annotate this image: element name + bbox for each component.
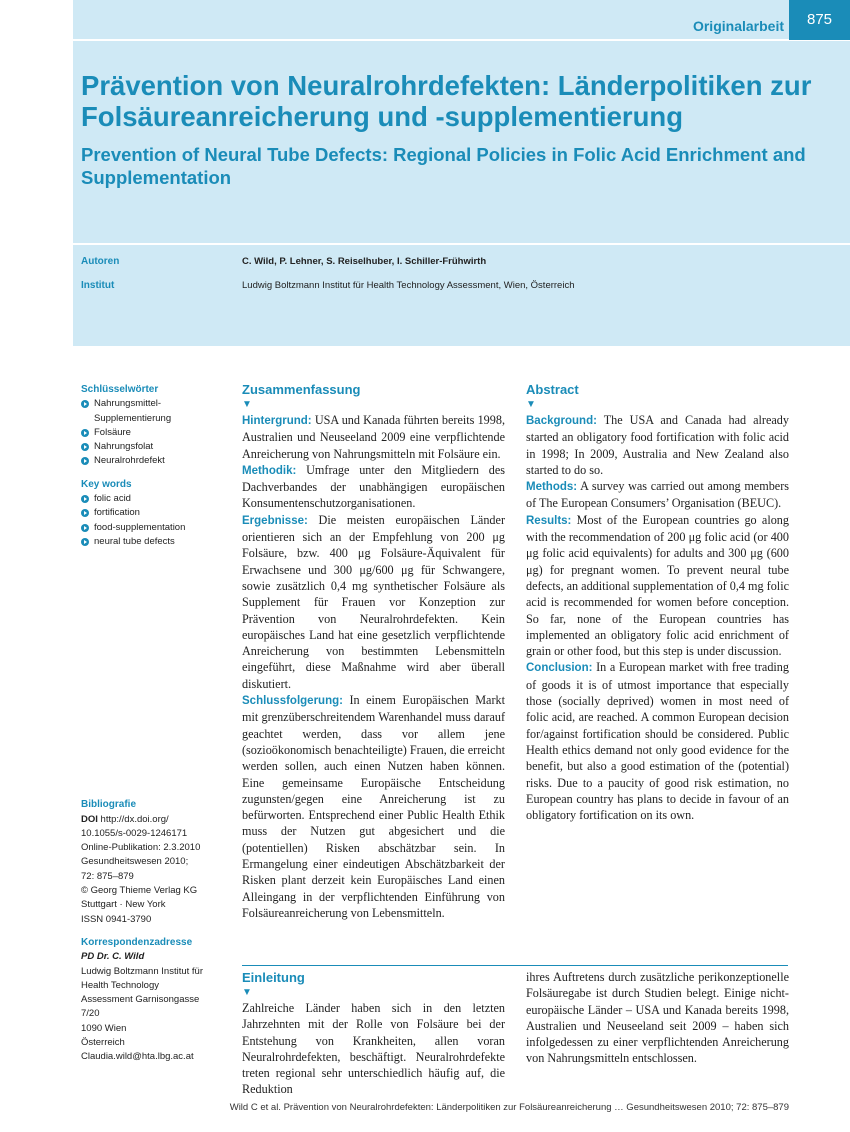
paragraph-einleitung: Zahlreiche Länder haben sich in den letzten Jahrzehnten mit der Rolle von Folsäure bei der Entstehung von Krankheiten, allen voran Neuralrohrdefekten, beschäftigt. Neuralrohrdefekte treten regional sehr unterschiedlich häufig auf, die Reduktion	[242, 1001, 505, 1097]
correspondence-name: PD Dr. C. Wild	[81, 951, 145, 963]
circle-arrow-icon	[81, 443, 89, 451]
abstract-heading: Abstract	[526, 382, 579, 397]
institute-label: Institut	[81, 280, 115, 291]
address-line: Österreich	[81, 1037, 125, 1049]
einleitung-column-1	[242, 969, 505, 1098]
institute: Ludwig Boltzmann Institut für Health Technology Assessment, Wien, Österreich	[242, 280, 575, 291]
keyword-item: folic acid	[81, 492, 231, 506]
circle-arrow-icon	[81, 400, 89, 408]
paragraph-hintergrund: Hintergrund: USA und Kanada führten bereits 1998, Australien und Neuseeland 2009 eine verpflichtende Anreicherung von Nahrungsmitteln mit Folsäure ein.	[242, 413, 506, 461]
keyword-item: Folsäure	[81, 426, 231, 440]
email-link[interactable]: Claudia.wild@hta.lbg.ac.at	[81, 1051, 194, 1063]
bibliography-line: 72: 875–879	[81, 870, 134, 882]
header-divider	[73, 39, 850, 41]
circle-arrow-icon	[81, 457, 89, 465]
header-divider	[73, 243, 850, 245]
circle-arrow-icon	[81, 509, 89, 517]
paragraph-einleitung-continued: ihres Auftretens durch zusätzliche perikonzeptionelle Folsäuregabe ist durch Studien belegt. Einige nicht-europäische Länder – USA und Kanada bereits 1998, Australien und Neuseeland seit 2009 – haben sich infolgedessen zu einer verpflichtenden Anreicherung von Nahrungsmitteln entschlossen.	[526, 970, 789, 1066]
keywords-de-heading: Schlüsselwörter	[81, 384, 159, 395]
zusammenfassung-column	[242, 381, 505, 921]
paragraph-methods: Methods: A survey was carried out among members of The European Consumers’ Organisation (BEUC).	[526, 479, 789, 511]
bibliography-line: ISSN 0941-3790	[81, 913, 152, 925]
authors-label: Autoren	[81, 256, 120, 267]
bibliography-line: 10.1055/s-0029-1246171	[81, 827, 188, 839]
keyword-item: Neuralrohrdefekt	[81, 454, 231, 468]
bibliography-line: Online-Publikation: 2.3.2010	[81, 842, 201, 854]
circle-arrow-icon	[81, 524, 89, 532]
keyword-item: neural tube defects	[81, 535, 231, 549]
keyword-item: fortification	[81, 506, 231, 520]
keyword-item: Nahrungsfolat	[81, 440, 231, 454]
triangle-down-icon: ▼	[526, 399, 536, 410]
address-line: 7/20	[81, 1008, 100, 1020]
address-line: Ludwig Boltzmann Institut für	[81, 965, 203, 977]
keywords-en-heading: Key words	[81, 478, 132, 490]
paragraph-schlussfolgerung: Schlussfolgerung: In einem Europäischen Markt mit grenzüberschreitendem Warenhandel muss darauf geachtet werden, dass vor allem jene (sozioökonomisch benachteiligte) Frauen, die erreicht werden sollen, auch einen Nutzen haben können. Eine gemeinsame Europäische Entscheidung zugunsten/gegen eine Anreicherung ist zu befürworten. Entsprechend einer Public Health Ethik muss der Nutzen gut abgesichert und die (potentiellen) Risken abschätzbar sein. In Ermangelung einer eindeutigen Abschätzbarkeit der Risken plant derzeit kein Europäisches Land einen Alleingang in der verpflichtenden Einführung von Folsäureanreicherung von Lebensmitteln.	[242, 693, 505, 920]
triangle-down-icon: ▼	[242, 399, 252, 410]
doi-line: DOI http://dx.doi.org/	[81, 813, 169, 825]
address-line: Health Technology	[81, 979, 159, 991]
einleitung-column-2	[526, 969, 789, 1067]
authors: C. Wild, P. Lehner, S. Reiselhuber, I. Schiller-Frühwirth	[242, 256, 487, 267]
title-german: Prävention von Neuralrohrdefekten: Länderpolitiken zur Folsäureanreicherung und -supplementierung	[81, 70, 812, 132]
paragraph-ergebnisse: Ergebnisse: Die meisten europäischen Länder orientieren sich an der Empfehlung von 200 μg Folsäure, bzw. 400 μg Folsäure-Äquivalent für Erwachsene und 300 μg/600 μg für Schwangere, sowie zusätzlich 0,4 mg synthetischer Folsäure als Supplement für Frauen vor Konzeption zur Prävention von Neuralrohrdefekten. Kein europäisches Land hat eine gesetzlich verpflichtende Anreicherung von bestimmten Lebensmitteln eingeführt, diese Maßnahme wird aber überall diskutiert.	[242, 512, 505, 691]
bibliography-line: © Georg Thieme Verlag KG	[81, 885, 198, 897]
page-number: 875	[789, 0, 850, 40]
doi-link[interactable]: http://dx.doi.org/	[100, 813, 169, 825]
correspondence-heading: Korrespondenzadresse	[81, 936, 193, 948]
sidebar	[81, 383, 231, 1065]
address-line: 1090 Wien	[81, 1022, 127, 1034]
title-english: Prevention of Neural Tube Defects: Regional Policies in Folic Acid Enrichment and Supplementation	[81, 144, 806, 188]
circle-arrow-icon	[81, 429, 89, 437]
paragraph-background: Background: The USA and Canada had already started an obligatory food fortification with folic acid in 1998; In 2009, Australia and New Zealand also started to do so.	[526, 413, 789, 477]
keyword-item: Nahrungsmittel-Supplementierung	[81, 397, 231, 426]
keyword-item: food-supplementation	[81, 521, 231, 535]
circle-arrow-icon	[81, 495, 89, 503]
paragraph-methodik: Methodik: Umfrage unter den Mitgliedern des Dachverbandes der unabhängigen europäischen Konsumentenschutzorganisationen.	[242, 462, 505, 511]
einleitung-heading: Einleitung	[242, 970, 305, 985]
triangle-down-icon: ▼	[242, 987, 252, 998]
bibliography-heading: Bibliografie	[81, 799, 137, 811]
section-divider	[242, 965, 788, 966]
abstract-column	[526, 381, 789, 823]
section-label: Originalarbeit	[692, 18, 784, 34]
bibliography-line: Stuttgart · New York	[81, 899, 166, 911]
paragraph-conclusion: Conclusion: In a European market with free trading of goods it is of utmost importance that especially those (socially deprived) women in most need of folic acid, are reached. A common European decision for/against fortification should be considered. Public Health ethics demand not only good evidence for the benefit, but also a good estimation of the (potential) risks. Due to a paucity of good risk estimation, no European country has plans to decide in favour of an obligatory fortification on its own.	[526, 660, 789, 823]
circle-arrow-icon	[81, 538, 89, 546]
zusammenfassung-heading: Zusammenfassung	[242, 382, 361, 397]
bibliography-line: Gesundheitswesen 2010;	[81, 856, 189, 868]
address-line: Assessment Garnisongasse	[81, 994, 200, 1006]
footer-citation: Wild C et al. Prävention von Neuralrohrdefekten: Länderpolitiken zur Folsäureanreicherung … Gesundheitswesen 2010; 72: 875–879	[229, 1102, 789, 1113]
paragraph-results: Results: Most of the European countries go along with the recommendation of 200 μg folic acid (or 400 μg folic acid equivalents) for adults and 300 μg (600 μg) for pregnant women. To prevent neural tube defects, an additional supplementation of 0,4 mg folic acid is recommended for women before conception. So far, none of the European countries has implemented an obligatory folic acid enrichment of grain or other food, but this step is under discussion.	[526, 512, 789, 659]
